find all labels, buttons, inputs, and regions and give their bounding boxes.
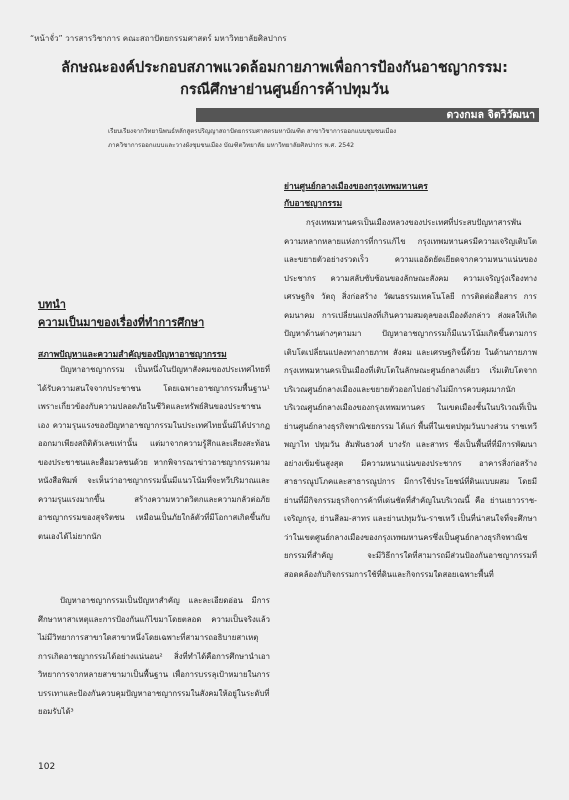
right-heading-line-1: ย่านศูนย์กลางเมืองของกรุงเทพมหานคร	[284, 182, 428, 192]
article-title	[30, 57, 539, 101]
right-paragraph: กรุงเทพมหานครเป็นเมืองหลวงของประเทศที่ประสบปัญหาสารพัน ความหลากหลายแห่งการที่การแก้ไข กรุงเทพมหานครมีความเจริญเติบโตและขยายตัวอย่างรวดเร็ว ความแออัดยัดเยียดจากความหนาแน่นของประชากร ความสลับซับซ้อนของลักษณะสังคม ความเจริญรุ่งเรืองทางเศรษฐกิจ วัตถุ สิ่งก่อสร้าง วัฒนธรรมเทคโนโลยี การติดต่อสื่อสาร การคมนาคม การเปลี่ยนแปลงที่เกินความสมดุลของเมืองดังกล่าว ส่งผลให้เกิดปัญหาด้านต่างๆตามมา ปัญหาอาชญากรรมก็มีแนวโน้มเกิดขึ้นตามการเติบโตเปลี่ยนแปลงทางกายภาพ สังคม และเศรษฐกิจนี้ด้วย ในด้านกายภาพ กรุงเทพมหานครเป็นเมืองที่เติบโตในลักษณะศูนย์กลางเดี่ยว เริ่มเติบโตจากบริเวณศูนย์กลางเมืองและขยายตัวออกไปอย่างไม่มีการควบคุมมากนัก บริเวณศูนย์กลางเมืองของกรุงเทพมหานคร ในเขตเมืองชั้นในบริเวณที่เป็นย่านศูนย์กลางธุรกิจพาณิชยกรรม ได้แก่ พื้นที่ในเขตปทุมวันบางส่วน ราชเทวี พญาไท ปทุมวัน สัมพันธวงศ์ บางรัก และสาทร ซึ่งเป็นพื้นที่ที่มีการพัฒนาอย่างเข้มข้นสูงสุด มีความหนาแน่นของประชากร อาคารสิ่งก่อสร้าง สาธารณูปโภคและสาธารณูปการ มีการใช้ประโยชน์ที่ดินแบบผสม โดยมีย่านที่มีกิจกรรมธุรกิจการค้าที่เด่นชัดที่สำคัญในบริเวณนี้ คือ ย่านเยาวราช-เจริญกรุง, ย่านสีลม-สาทร และย่านปทุมวัน-ราชเทวี เป็นที่น่าสนใจที่จะศึกษาว่าในเขตศูนย์กลางเมืองของกรุงเทพมหานครซึ่งเป็นศูนย์กลางธุรกิจพาณิชยกรรมที่สำคัญ จะมีวิธีการใดที่สามารถมีส่วนป้องกันอาชญากรรมที่สอดคล้องกับกิจกรรมการใช้ที่ดินและกิจกรรมใดสอยเฉพาะพื้นที่	[284, 218, 537, 579]
page-number: 102	[38, 762, 56, 772]
sub-heading: สภาพปัญหาและความสำคัญของปัญหาอาชญากรรม	[38, 350, 227, 360]
left-paragraph-2-container	[38, 592, 270, 722]
intro-heading	[38, 296, 204, 332]
section-title-background: ความเป็นมาของเรื่องที่ทำการศึกษา	[38, 316, 205, 329]
right-heading-line-2: กับอาชญากรรม	[284, 199, 343, 209]
author-name: ดวงกมล จิตวิวัฒนา	[446, 109, 535, 121]
section-title-intro: บทนำ	[38, 298, 66, 311]
note-line-1: เรียบเรียงจากวิทยานิพนธ์หลักสูตรปริญญาสถาปัตยกรรมศาสตรมหาบัณฑิต สาขาวิชาการออกแบบชุมชนเมือง	[108, 128, 397, 135]
title-line-2: กรณีศึกษาย่านศูนย์การค้าปทุมวัน	[180, 82, 389, 98]
right-column-body	[284, 214, 537, 584]
author-bar	[196, 108, 539, 122]
article-note	[108, 125, 539, 153]
right-section-heading	[284, 179, 428, 213]
note-line-2: ภาควิชาการออกแบบและวางผังชุมชนเมือง บัณฑิตวิทยาลัย มหาวิทยาลัยศิลปากร พ.ศ. 2542	[108, 142, 355, 149]
left-paragraph-1: ปัญหาอาชญากรรม เป็นหนึ่งในปัญหาสังคมของประเทศไทยที่ได้รับความสนใจจากประชาชน โดยเฉพาะอาชญากรรมพื้นฐาน¹ เพราะเกี่ยวข้องกับความปลอดภัยในชีวิตและทรัพย์สินของประชาชนเอง ความรุนแรงของปัญหาอาชญากรรมในประเทศไทยนั้นมิได้ปรากฏออกมาเพียงสถิติตัวเลขเท่านั้น แต่มาจากความรู้สึกและเสียงสะท้อนของประชาชนและสื่อมวลชนด้วย หากพิจารณาข่าวอาชญากรรมตามหนังสือพิมพ์ จะเห็นว่าอาชญากรรมนั้นมีแนวโน้มที่จะทวีปริมาณและความรุนแรงมากขึ้น สร้างความหวาดวิตกและความกลัวต่อภัยอาชญากรรมของสุจริตชน เหมือนเป็นภัยใกล้ตัวที่มีโอกาสเกิดขึ้นกับตนเองได้ไม่ยากนัก	[38, 365, 270, 541]
title-line-1: ลักษณะองค์ประกอบสภาพแวดล้อมกายภาพเพื่อการป้องกันอาชญากรรม:	[61, 60, 508, 76]
running-head: “หน้าจั่ว” วารสารวิชาการ คณะสถาปัตยกรรมศาสตร์ มหาวิทยาลัยศิลปากร	[30, 34, 287, 43]
left-paragraph-1-container	[38, 361, 270, 546]
left-paragraph-2: ปัญหาอาชญากรรมเป็นปัญหาสำคัญ และละเอียดอ่อน มีการศึกษาหาสาเหตุและการป้องกันแก้ไขมาโดยตลอด ความเป็นจริงแล้วไม่มีวิทยาการสาขาใดสาขาหนึ่งโดยเฉพาะที่สามารถอธิบายสาเหตุการเกิดอาชญากรรมได้อย่างแน่นอน² สิ่งที่ทำได้คือการศึกษานำเอาวิทยาการจากหลายสาขามาเป็นพื้นฐาน เพื่อการบรรลุเป้าหมายในการบรรเทาและป้องกันควบคุมปัญหาอาชญากรรมในสังคมให้อยู่ในระดับที่ยอมรับได้³	[38, 596, 270, 716]
